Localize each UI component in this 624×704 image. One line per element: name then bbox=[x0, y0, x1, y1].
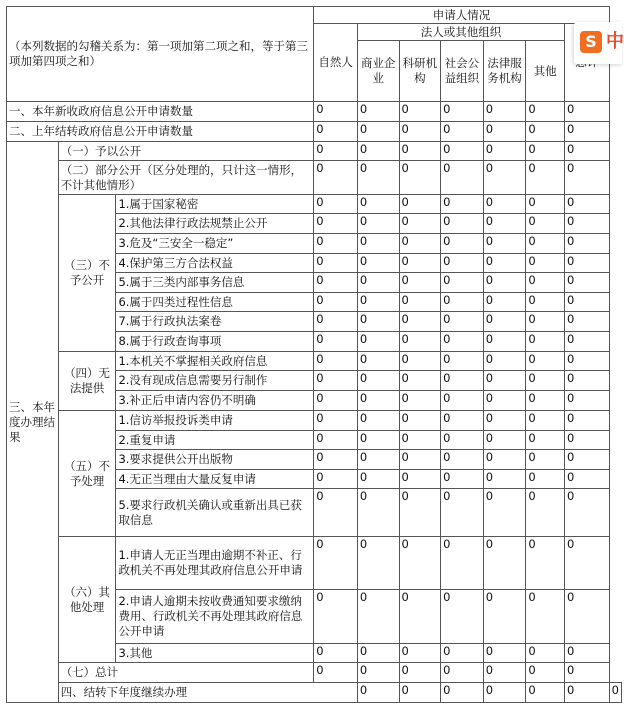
row-label: 5.要求行政机关确认或重新出具已获取信息 bbox=[116, 489, 314, 537]
value-cell: 0 bbox=[483, 663, 526, 683]
value-cell: 0 bbox=[483, 102, 526, 122]
input-mode-indicator[interactable]: 中 bbox=[606, 31, 624, 52]
value-cell: 0 bbox=[399, 234, 441, 254]
value-cell: 0 bbox=[609, 683, 621, 703]
value-cell: 0 bbox=[483, 391, 526, 411]
value-cell: 0 bbox=[564, 273, 609, 293]
row-label: 二、上年结转政府信息公开申请数量 bbox=[7, 122, 314, 142]
value-cell: 0 bbox=[399, 470, 441, 489]
value-cell: 0 bbox=[399, 663, 441, 683]
value-cell: 0 bbox=[399, 293, 441, 312]
value-cell: 0 bbox=[526, 273, 565, 293]
value-cell: 0 bbox=[357, 470, 399, 489]
row-label: 3.其他 bbox=[116, 644, 314, 663]
value-cell: 0 bbox=[526, 122, 565, 142]
value-cell: 0 bbox=[399, 142, 441, 161]
value-cell: 0 bbox=[483, 161, 526, 195]
value-cell: 0 bbox=[483, 195, 526, 214]
value-cell: 0 bbox=[564, 234, 609, 254]
value-cell: 0 bbox=[399, 590, 441, 644]
value-cell: 0 bbox=[399, 273, 441, 293]
value-cell: 0 bbox=[314, 214, 358, 234]
table-row bbox=[7, 122, 622, 142]
header-social: 社会公益组织 bbox=[441, 41, 484, 102]
value-cell: 0 bbox=[441, 214, 484, 234]
value-cell: 0 bbox=[564, 254, 609, 273]
value-cell: 0 bbox=[357, 431, 399, 450]
value-cell: 0 bbox=[314, 431, 358, 450]
row-label: 3.危及“三安全一稳定” bbox=[116, 234, 314, 254]
value-cell: 0 bbox=[483, 254, 526, 273]
value-cell: 0 bbox=[314, 537, 358, 590]
value-cell: 0 bbox=[483, 590, 526, 644]
value-cell: 0 bbox=[526, 683, 565, 703]
row-label: （一）予以公开 bbox=[58, 142, 314, 161]
value-cell: 0 bbox=[441, 142, 484, 161]
row-label: 5.属于三类内部事务信息 bbox=[116, 273, 314, 293]
value-cell: 0 bbox=[483, 214, 526, 234]
value-cell: 0 bbox=[526, 293, 565, 312]
value-cell: 0 bbox=[441, 312, 484, 332]
value-cell: 0 bbox=[526, 411, 565, 431]
value-cell: 0 bbox=[399, 161, 441, 195]
value-cell: 0 bbox=[441, 663, 484, 683]
value-cell: 0 bbox=[357, 254, 399, 273]
value-cell: 0 bbox=[314, 195, 358, 214]
value-cell: 0 bbox=[483, 411, 526, 431]
value-cell: 0 bbox=[441, 122, 484, 142]
value-cell: 0 bbox=[526, 234, 565, 254]
value-cell: 0 bbox=[483, 273, 526, 293]
value-cell: 0 bbox=[399, 489, 441, 537]
value-cell: 0 bbox=[441, 431, 484, 450]
value-cell: 0 bbox=[441, 293, 484, 312]
value-cell: 0 bbox=[399, 391, 441, 411]
row-label: 8.属于行政查询事项 bbox=[116, 332, 314, 352]
value-cell: 0 bbox=[526, 644, 565, 663]
value-cell: 0 bbox=[441, 644, 484, 663]
value-cell: 0 bbox=[564, 332, 609, 352]
value-cell: 0 bbox=[399, 371, 441, 391]
value-cell: 0 bbox=[564, 122, 609, 142]
value-cell: 0 bbox=[357, 273, 399, 293]
value-cell: 0 bbox=[441, 537, 484, 590]
value-cell: 0 bbox=[314, 470, 358, 489]
table-row bbox=[7, 663, 622, 683]
value-cell: 0 bbox=[564, 312, 609, 332]
value-cell: 0 bbox=[357, 644, 399, 663]
value-cell: 0 bbox=[564, 644, 609, 663]
value-cell: 0 bbox=[314, 254, 358, 273]
value-cell: 0 bbox=[399, 644, 441, 663]
value-cell: 0 bbox=[357, 537, 399, 590]
value-cell: 0 bbox=[526, 663, 565, 683]
value-cell: 0 bbox=[526, 590, 565, 644]
value-cell: 0 bbox=[314, 122, 358, 142]
row-label: 四、结转下年度继续办理 bbox=[58, 683, 357, 703]
row-label: 1.属于国家秘密 bbox=[116, 195, 314, 214]
value-cell: 0 bbox=[399, 195, 441, 214]
value-cell: 0 bbox=[314, 411, 358, 431]
value-cell: 0 bbox=[441, 683, 484, 703]
header-natural-person: 自然人 bbox=[314, 24, 358, 102]
row-label: 4.保护第三方合法权益 bbox=[116, 254, 314, 273]
value-cell: 0 bbox=[399, 254, 441, 273]
value-cell: 0 bbox=[314, 273, 358, 293]
value-cell: 0 bbox=[526, 450, 565, 470]
value-cell: 0 bbox=[314, 102, 358, 122]
subsection-label: （五）不予处理 bbox=[58, 411, 116, 537]
value-cell: 0 bbox=[357, 102, 399, 122]
value-cell: 0 bbox=[564, 431, 609, 450]
value-cell: 0 bbox=[526, 470, 565, 489]
value-cell: 0 bbox=[357, 489, 399, 537]
value-cell: 0 bbox=[314, 489, 358, 537]
value-cell: 0 bbox=[357, 161, 399, 195]
value-cell: 0 bbox=[441, 489, 484, 537]
value-cell: 0 bbox=[564, 161, 609, 195]
value-cell: 0 bbox=[314, 312, 358, 332]
value-cell: 0 bbox=[483, 352, 526, 371]
row-label: 1.申请人无正当理由逾期不补正、行政机关不再处理其政府信息公开申请 bbox=[116, 537, 314, 590]
value-cell: 0 bbox=[441, 450, 484, 470]
value-cell: 0 bbox=[357, 391, 399, 411]
value-cell: 0 bbox=[441, 102, 484, 122]
value-cell: 0 bbox=[526, 371, 565, 391]
value-cell: 0 bbox=[399, 683, 441, 703]
table-row bbox=[7, 411, 622, 431]
header-commercial: 商业企业 bbox=[357, 41, 399, 102]
table-row bbox=[7, 195, 622, 214]
value-cell: 0 bbox=[441, 411, 484, 431]
value-cell: 0 bbox=[357, 371, 399, 391]
value-cell: 0 bbox=[526, 195, 565, 214]
value-cell: 0 bbox=[441, 234, 484, 254]
table-row bbox=[7, 161, 622, 195]
value-cell: 0 bbox=[399, 312, 441, 332]
value-cell: 0 bbox=[399, 352, 441, 371]
value-cell: 0 bbox=[314, 644, 358, 663]
value-cell: 0 bbox=[526, 142, 565, 161]
value-cell: 0 bbox=[441, 273, 484, 293]
value-cell: 0 bbox=[357, 352, 399, 371]
value-cell: 0 bbox=[357, 332, 399, 352]
value-cell: 0 bbox=[564, 489, 609, 537]
value-cell: 0 bbox=[314, 391, 358, 411]
value-cell: 0 bbox=[564, 470, 609, 489]
value-cell: 0 bbox=[357, 312, 399, 332]
row-label: 6.属于四类过程性信息 bbox=[116, 293, 314, 312]
subsection-label: （三）不予公开 bbox=[58, 195, 116, 352]
value-cell: 0 bbox=[564, 293, 609, 312]
value-cell: 0 bbox=[399, 537, 441, 590]
value-cell: 0 bbox=[357, 214, 399, 234]
value-cell: 0 bbox=[441, 590, 484, 644]
table-row bbox=[7, 537, 622, 590]
sogou-logo-icon[interactable]: S bbox=[580, 31, 602, 53]
header-legal-service: 法律服务机构 bbox=[483, 41, 526, 102]
row-label: 7.属于行政执法案卷 bbox=[116, 312, 314, 332]
value-cell: 0 bbox=[564, 102, 609, 122]
value-cell: 0 bbox=[399, 332, 441, 352]
row-label: 一、本年新收政府信息公开申请数量 bbox=[7, 102, 314, 122]
row-label: 2.其他法律行政法规禁止公开 bbox=[116, 214, 314, 234]
value-cell: 0 bbox=[483, 537, 526, 590]
value-cell: 0 bbox=[526, 214, 565, 234]
value-cell: 0 bbox=[399, 450, 441, 470]
row-label: 1.信访举报投诉类申请 bbox=[116, 411, 314, 431]
value-cell: 0 bbox=[357, 234, 399, 254]
value-cell: 0 bbox=[441, 371, 484, 391]
value-cell: 0 bbox=[357, 293, 399, 312]
value-cell: 0 bbox=[357, 683, 399, 703]
value-cell: 0 bbox=[483, 332, 526, 352]
value-cell: 0 bbox=[314, 142, 358, 161]
value-cell: 0 bbox=[441, 352, 484, 371]
header-applicant: 申请人情况 bbox=[314, 7, 609, 24]
table-row bbox=[7, 352, 622, 371]
value-cell: 0 bbox=[483, 234, 526, 254]
value-cell: 0 bbox=[564, 195, 609, 214]
value-cell: 0 bbox=[564, 683, 609, 703]
row-label: （七）总计 bbox=[58, 663, 314, 683]
value-cell: 0 bbox=[314, 234, 358, 254]
value-cell: 0 bbox=[314, 332, 358, 352]
value-cell: 0 bbox=[357, 122, 399, 142]
value-cell: 0 bbox=[526, 352, 565, 371]
value-cell: 0 bbox=[526, 431, 565, 450]
value-cell: 0 bbox=[564, 663, 609, 683]
value-cell: 0 bbox=[564, 371, 609, 391]
value-cell: 0 bbox=[441, 332, 484, 352]
value-cell: 0 bbox=[441, 195, 484, 214]
value-cell: 0 bbox=[483, 470, 526, 489]
value-cell: 0 bbox=[483, 683, 526, 703]
value-cell: 0 bbox=[564, 391, 609, 411]
value-cell: 0 bbox=[564, 214, 609, 234]
input-method-widget[interactable] bbox=[574, 22, 622, 64]
header-legal-group: 法人或其他组织 bbox=[357, 24, 564, 41]
value-cell: 0 bbox=[441, 470, 484, 489]
value-cell: 0 bbox=[314, 590, 358, 644]
value-cell: 0 bbox=[357, 663, 399, 683]
value-cell: 0 bbox=[399, 214, 441, 234]
value-cell: 0 bbox=[399, 122, 441, 142]
value-cell: 0 bbox=[314, 450, 358, 470]
disclosure-stats-table bbox=[6, 6, 622, 703]
row-label: 1.本机关不掌握相关政府信息 bbox=[116, 352, 314, 371]
row-label: 2.没有现成信息需要另行制作 bbox=[116, 371, 314, 391]
value-cell: 0 bbox=[483, 371, 526, 391]
value-cell: 0 bbox=[357, 195, 399, 214]
row-label: 3.补正后申请内容仍不明确 bbox=[116, 391, 314, 411]
value-cell: 0 bbox=[526, 489, 565, 537]
value-cell: 0 bbox=[483, 122, 526, 142]
subsection-label: （六）其他处理 bbox=[58, 537, 116, 663]
value-cell: 0 bbox=[441, 254, 484, 273]
value-cell: 0 bbox=[564, 411, 609, 431]
value-cell: 0 bbox=[314, 663, 358, 683]
value-cell: 0 bbox=[483, 644, 526, 663]
value-cell: 0 bbox=[526, 161, 565, 195]
row-label: 2.重复申请 bbox=[116, 431, 314, 450]
value-cell: 0 bbox=[357, 142, 399, 161]
value-cell: 0 bbox=[441, 391, 484, 411]
value-cell: 0 bbox=[564, 450, 609, 470]
value-cell: 0 bbox=[526, 254, 565, 273]
header-note: （本列数据的勾稽关系为：第一项加第二项之和，等于第三项加第四项之和） bbox=[9, 39, 308, 68]
value-cell: 0 bbox=[526, 312, 565, 332]
row-label: （二）部分公开（区分处理的，只计这一情形，不计其他情形） bbox=[58, 161, 314, 195]
value-cell: 0 bbox=[564, 537, 609, 590]
table-row bbox=[7, 102, 622, 122]
value-cell: 0 bbox=[526, 332, 565, 352]
value-cell: 0 bbox=[526, 102, 565, 122]
value-cell: 0 bbox=[314, 352, 358, 371]
header-note-cell bbox=[7, 7, 314, 102]
value-cell: 0 bbox=[483, 431, 526, 450]
value-cell: 0 bbox=[357, 411, 399, 431]
value-cell: 0 bbox=[357, 450, 399, 470]
value-cell: 0 bbox=[564, 352, 609, 371]
value-cell: 0 bbox=[314, 161, 358, 195]
row-label: 4.无正当理由大量反复申请 bbox=[116, 470, 314, 489]
value-cell: 0 bbox=[483, 142, 526, 161]
value-cell: 0 bbox=[314, 371, 358, 391]
value-cell: 0 bbox=[483, 450, 526, 470]
value-cell: 0 bbox=[399, 102, 441, 122]
value-cell: 0 bbox=[483, 312, 526, 332]
header-other: 其他 bbox=[526, 41, 565, 102]
value-cell: 0 bbox=[483, 293, 526, 312]
subsection-label: （四）无法提供 bbox=[58, 352, 116, 411]
value-cell: 0 bbox=[441, 161, 484, 195]
value-cell: 0 bbox=[357, 590, 399, 644]
value-cell: 0 bbox=[399, 411, 441, 431]
value-cell: 0 bbox=[399, 431, 441, 450]
value-cell: 0 bbox=[526, 537, 565, 590]
value-cell: 0 bbox=[564, 142, 609, 161]
header-research: 科研机构 bbox=[399, 41, 441, 102]
value-cell: 0 bbox=[483, 489, 526, 537]
section-label: 三、本年度办理结果 bbox=[7, 142, 59, 703]
table-row bbox=[7, 683, 622, 703]
value-cell: 0 bbox=[314, 293, 358, 312]
value-cell: 0 bbox=[526, 391, 565, 411]
table-row bbox=[7, 142, 622, 161]
row-label: 3.要求提供公开出版物 bbox=[116, 450, 314, 470]
value-cell: 0 bbox=[564, 590, 609, 644]
row-label: 2.申请人逾期未按收费通知要求缴纳费用、行政机关不再处理其政府信息公开申请 bbox=[116, 590, 314, 644]
